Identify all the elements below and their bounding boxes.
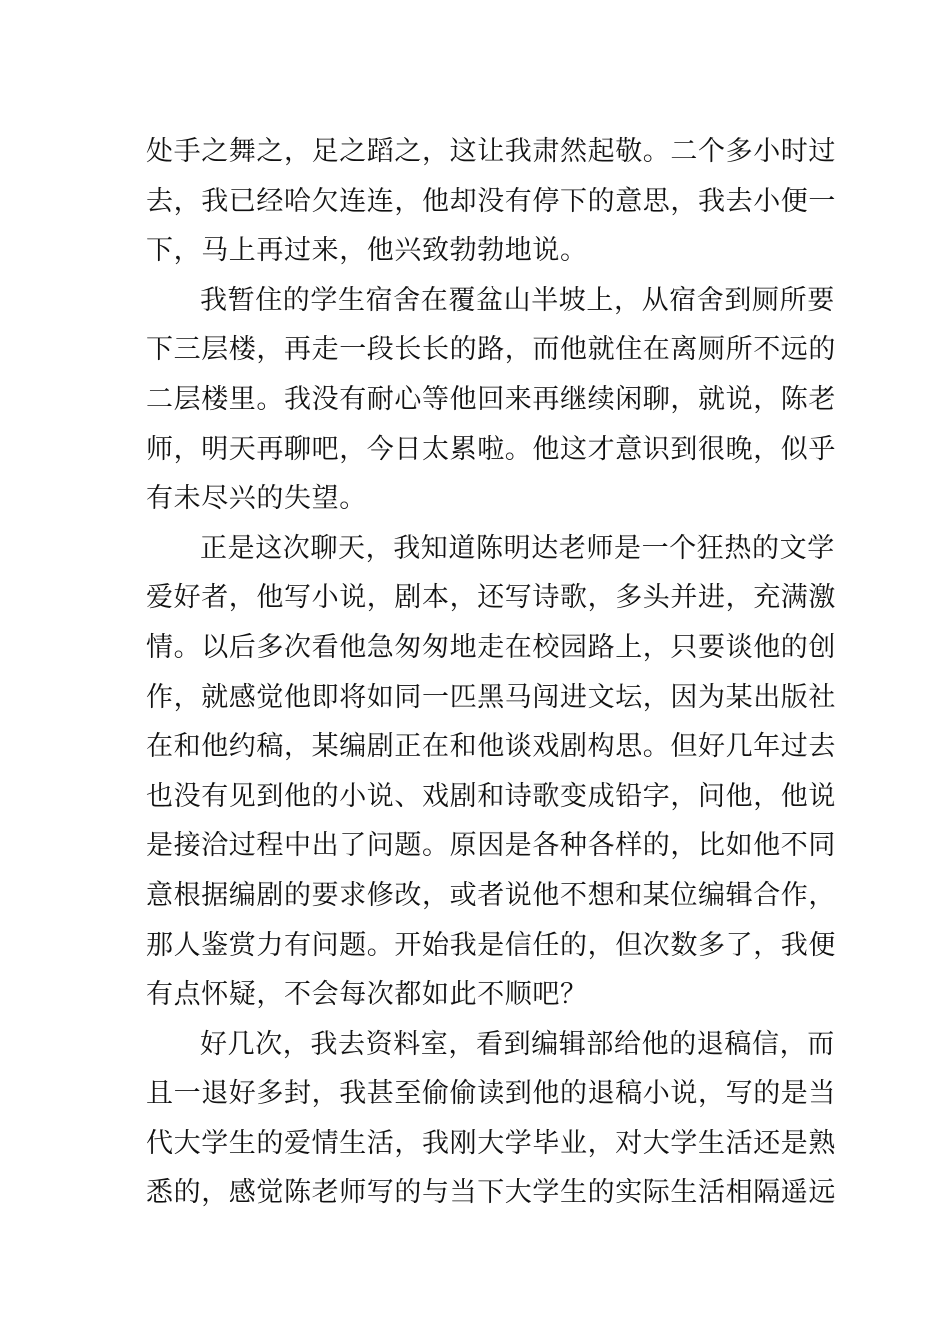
text-line: 去，我已经哈欠连连，他却没有停下的意思，我去小便一: [146, 185, 836, 217]
text-line: 处手之舞之，足之蹈之，这让我肃然起敬。二个多小时过: [146, 136, 836, 167]
text-line: 有点怀疑，不会每次都如此不顺吧？: [146, 979, 588, 1011]
text-line: 也没有见到他的小说、戏剧和诗歌变成铅字，问他，他说: [146, 780, 836, 812]
text-line: 爱好者，他写小说，剧本，还写诗歌，多头并进，充满激: [146, 582, 836, 614]
text-line: 那人鉴赏力有问题。开始我是信任的，但次数多了，我便: [146, 929, 836, 961]
text-line: 情。以后多次看他急匆匆地走在校园路上，只要谈他的创: [146, 631, 836, 663]
text-line: 代大学生的爱情生活，我刚大学毕业，对大学生活还是熟: [146, 1127, 836, 1159]
text-line: 是接洽过程中出了问题。原因是各种各样的，比如他不同: [146, 830, 836, 862]
text-line: 二层楼里。我没有耐心等他回来再继续闲聊，就说，陈老: [146, 383, 836, 415]
paragraph-first-line: 我暂住的学生宿舍在覆盆山半坡上，从宿舍到厕所要: [200, 284, 835, 316]
paragraph-first-line: 好几次，我去资料室，看到编辑部给他的退稿信，而: [200, 1028, 835, 1060]
text-line: 下，马上再过来，他兴致勃勃地说。: [146, 235, 588, 267]
text-line: 师，明天再聊吧，今日太累啦。他这才意识到很晚，似乎: [146, 433, 836, 465]
text-line: 且一退好多封，我甚至偷偷读到他的退稿小说，写的是当: [146, 1078, 836, 1110]
body-text: [146, 127, 836, 1218]
text-line: 下三层楼，再走一段长长的路，而他就住在离厕所不远的: [146, 334, 836, 366]
text-line: 悉的，感觉陈老师写的与当下大学生的实际生活相隔遥远: [146, 1177, 836, 1209]
paragraph-first-line: 正是这次聊天，我知道陈明达老师是一个狂热的文学: [200, 532, 835, 564]
text-line: 作，就感觉他即将如同一匹黑马闯进文坛，因为某出版社: [146, 681, 836, 713]
text-line: 意根据编剧的要求修改，或者说他不想和某位编辑合作，: [146, 879, 836, 911]
text-line: 在和他约稿，某编剧正在和他谈戏剧构思。但好几年过去: [146, 731, 836, 763]
text-line: 有未尽兴的失望。: [146, 483, 367, 515]
